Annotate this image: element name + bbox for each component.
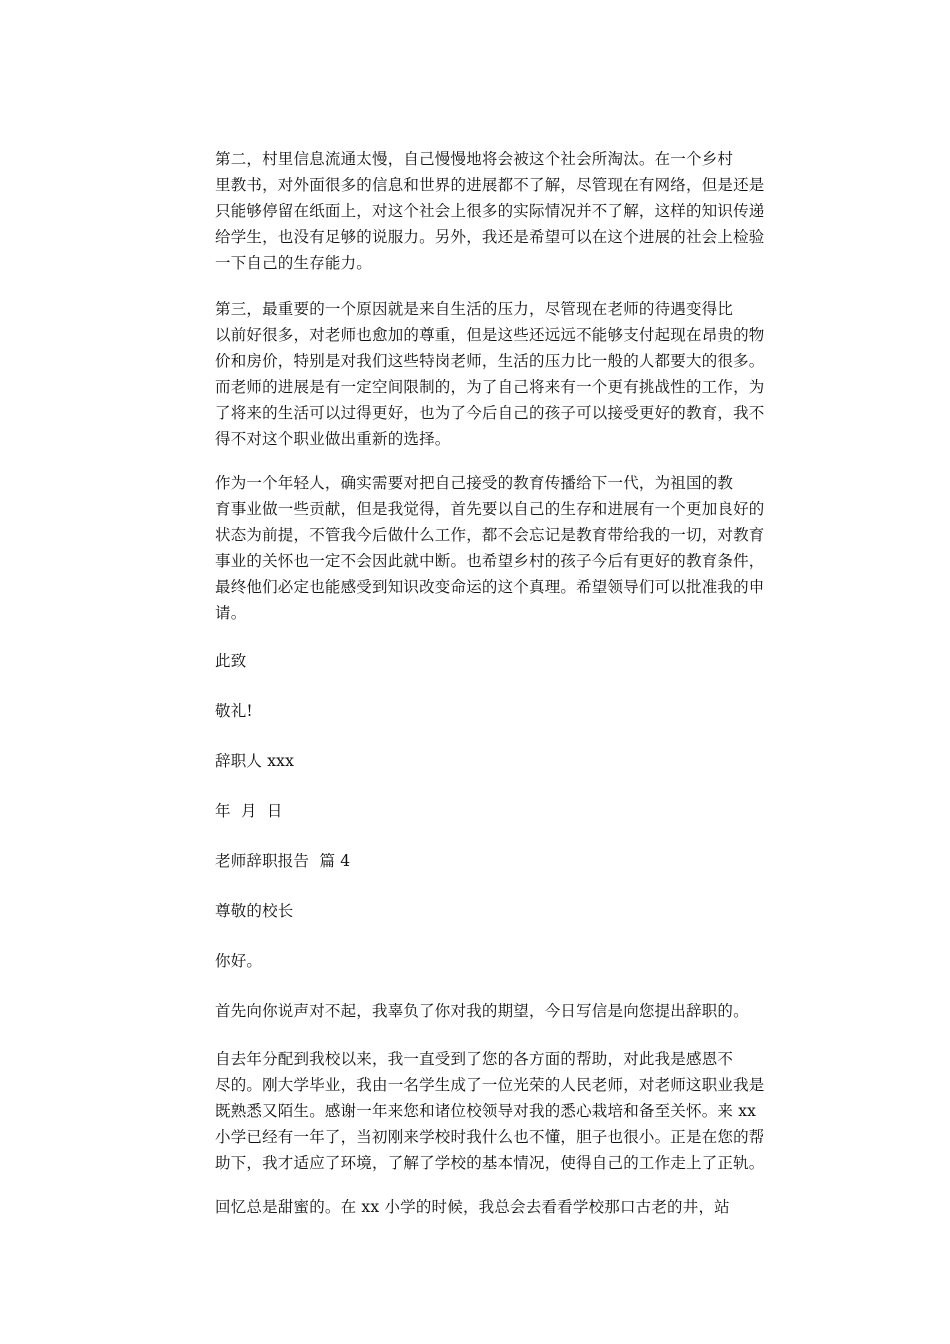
text-line: 以前好很多，对老师也愈加的尊重，但是这些还远远不能够支付起现在昂贵的物 [215, 326, 765, 344]
text-line: 最终他们必定也能感受到知识改变命运的这个真理。希望领导们可以批准我的申 [215, 578, 765, 596]
text-line: 回忆总是甜蜜的。在 xx 小学的时候，我总会去看看学校那口古老的井，站 [215, 1198, 730, 1216]
text-line: 育事业做一些贡献，但是我觉得，首先要以自己的生存和进展有一个更加良好的 [215, 500, 765, 518]
paragraph-memories [181, 1194, 781, 1220]
text-line: 尽的。刚大学毕业，我由一名学生成了一位光荣的人民老师，对老师这职业我是 [215, 1076, 765, 1094]
paragraph-reason-two [181, 146, 781, 276]
greeting: 尊敬的校长 [215, 902, 294, 920]
date-line: 年 月 日 [215, 802, 283, 820]
text-line: 小学已经有一年了，当初刚来学校时我什么也不懂，胆子也很小。正是在您的帮 [215, 1128, 765, 1146]
section-title: 老师辞职报告 篇 4 [215, 852, 351, 870]
closing-salutation: 此致 [215, 652, 247, 670]
text-line: 价和房价，特别是对我们这些特岗老师，生活的压力比一般的人都要大的很多。 [215, 352, 765, 370]
paragraph-young-person [181, 470, 781, 626]
text-line: 了将来的生活可以过得更好，也为了今后自己的孩子可以接受更好的教育，我不 [215, 404, 765, 422]
text-line: 自去年分配到我校以来，我一直受到了您的各方面的帮助，对此我是感恩不 [215, 1050, 734, 1068]
hello-line: 你好。 [215, 952, 263, 970]
text-line: 而老师的进展是有一定空间限制的，为了自己将来有一个更有挑战性的工作，为 [215, 378, 765, 396]
text-line: 作为一个年轻人，确实需要对把自己接受的教育传播给下一代，为祖国的教 [215, 474, 734, 492]
text-line: 事业的关怀也一定不会因此就中断。也希望乡村的孩子今后有更好的教育条件， [215, 552, 765, 570]
text-line: 里教书，对外面很多的信息和世界的进展都不了解，尽管现在有网络，但是还是 [215, 176, 765, 194]
paragraph-gratitude [181, 1046, 781, 1176]
text-line: 首先向你说声对不起，我辜负了你对我的期望，今日写信是向您提出辞职的。 [215, 1002, 749, 1020]
signature: 辞职人 xxx [215, 752, 295, 770]
text-line: 第三，最重要的一个原因就是来自生活的压力，尽管现在老师的待遇变得比 [215, 300, 734, 318]
text-line: 一下自己的生存能力。 [215, 254, 373, 272]
text-line: 得不对这个职业做出重新的选择。 [215, 430, 451, 448]
text-line: 状态为前提，不管我今后做什么工作，都不会忘记是教育带给我的一切，对教育 [215, 526, 765, 544]
closing-regards: 敬礼! [215, 702, 253, 720]
paragraph-reason-three [181, 296, 781, 452]
text-line: 助下，我才适应了环境，了解了学校的基本情况，使得自己的工作走上了正轨。 [215, 1154, 765, 1172]
paragraph-apology [181, 998, 781, 1024]
text-line: 既熟悉又陌生。感谢一年来您和诸位校领导对我的悉心栽培和备至关怀。来 xx [215, 1102, 757, 1120]
text-line: 只能够停留在纸面上，对这个社会上很多的实际情况并不了解，这样的知识传递 [215, 202, 765, 220]
text-line: 请。 [215, 604, 247, 622]
text-line: 给学生，也没有足够的说服力。另外，我还是希望可以在这个进展的社会上检验 [215, 228, 765, 246]
text-line: 第二，村里信息流通太慢，自己慢慢地将会被这个社会所淘汰。在一个乡村 [215, 150, 734, 168]
